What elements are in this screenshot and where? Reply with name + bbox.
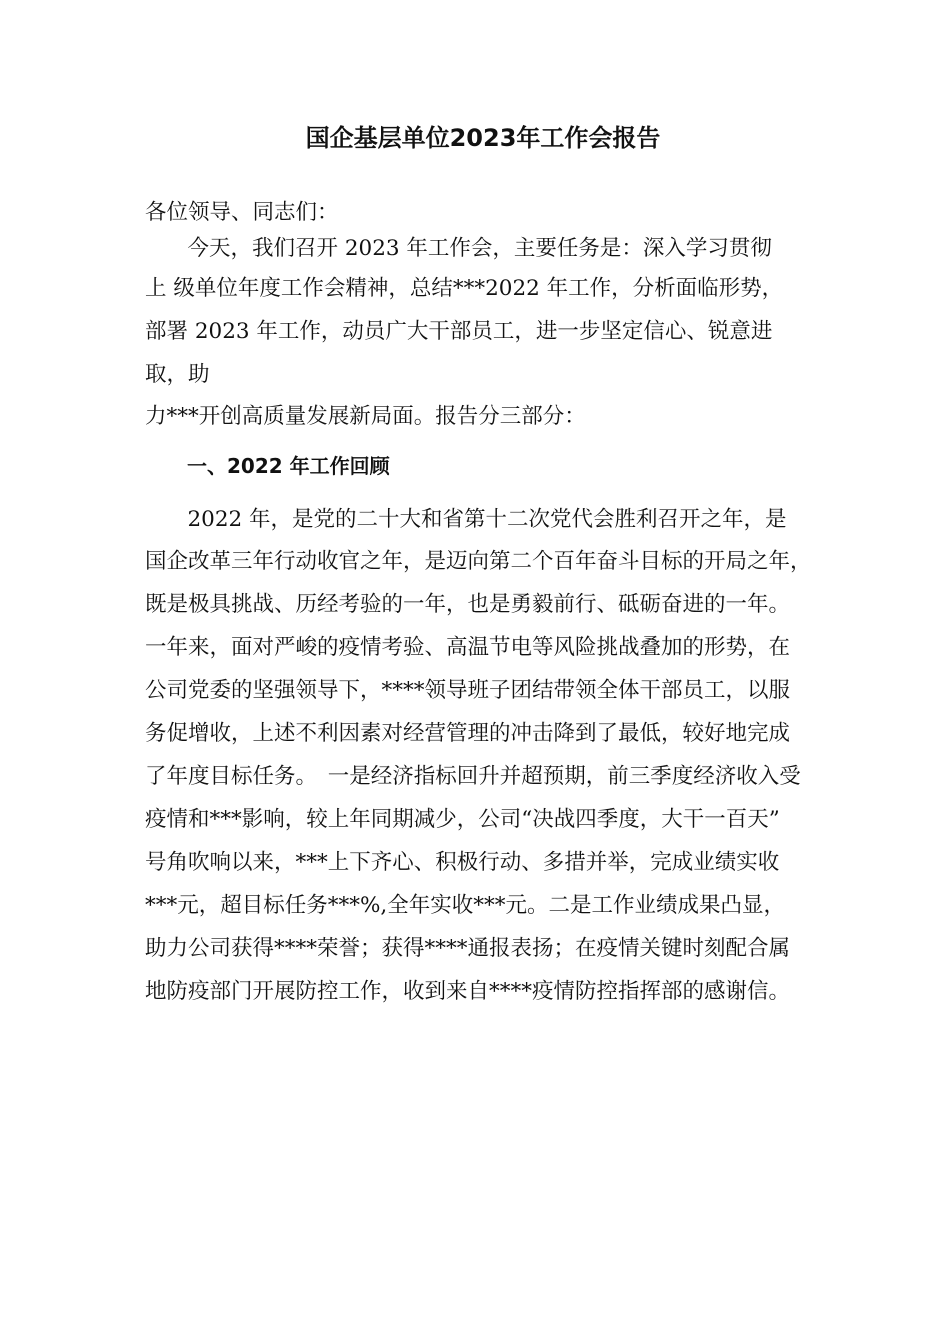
body-line: 号角吹响以来，***上下齐心、积极行动、多措并举，完成业绩实收 [145, 850, 780, 875]
salutation: 各位领导、同志们： [145, 200, 339, 225]
body-line: 一年来，面对严峻的疫情考验、高温节电等风险挑战叠加的形势，在 [145, 635, 791, 660]
body-line: 地防疫部门开展防控工作，收到来自****疫情防控指挥部的感谢信。 [145, 979, 791, 1004]
body-line: 了年度目标任务。 一是经济指标回升并超预期，前三季度经济收入受 [145, 764, 801, 789]
intro-line: 部署 2023 年工作，动员广大干部员工，进一步坚定信心、锐意进 [145, 319, 773, 344]
body-line: 助力公司获得****荣誉；获得****通报表扬；在疫情关键时刻配合属 [145, 936, 791, 961]
body-line: 既是极具挑战、历经考验的一年，也是勇毅前行、砥砺奋进的一年。 [145, 592, 791, 617]
intro-line: 上 级单位年度工作会精神，总结***2022 年工作，分析面临形势， [145, 276, 784, 301]
body-line: 国企改革三年行动收官之年，是迈向第二个百年奋斗目标的开局之年， [145, 549, 812, 574]
section-heading: 一、2022 年工作回顾 [187, 454, 390, 478]
intro-line: 今天，我们召开 2023 年工作会，主要任务是：深入学习贯彻 [166, 236, 772, 261]
body-line: 疫情和***影响，较上年同期减少，公司“决战四季度，大干一百天” [145, 807, 780, 832]
body-line: ***元，超目标任务***%,全年实收***元。二是工作业绩成果凸显， [145, 893, 786, 918]
body-line: 务促增收，上述不利因素对经营管理的冲击降到了最低，较好地完成 [145, 721, 791, 746]
body-line: 2022 年，是党的二十大和省第十二次党代会胜利召开之年，是 [166, 507, 787, 532]
intro-line: 力***开创高质量发展新局面。报告分三部分： [145, 404, 586, 429]
document-title: 国企基层单位2023年工作会报告 [305, 124, 661, 152]
body-line: 公司党委的坚强领导下，****领导班子团结带领全体干部员工，以服 [145, 678, 791, 703]
intro-line: 取，助 [145, 362, 210, 387]
